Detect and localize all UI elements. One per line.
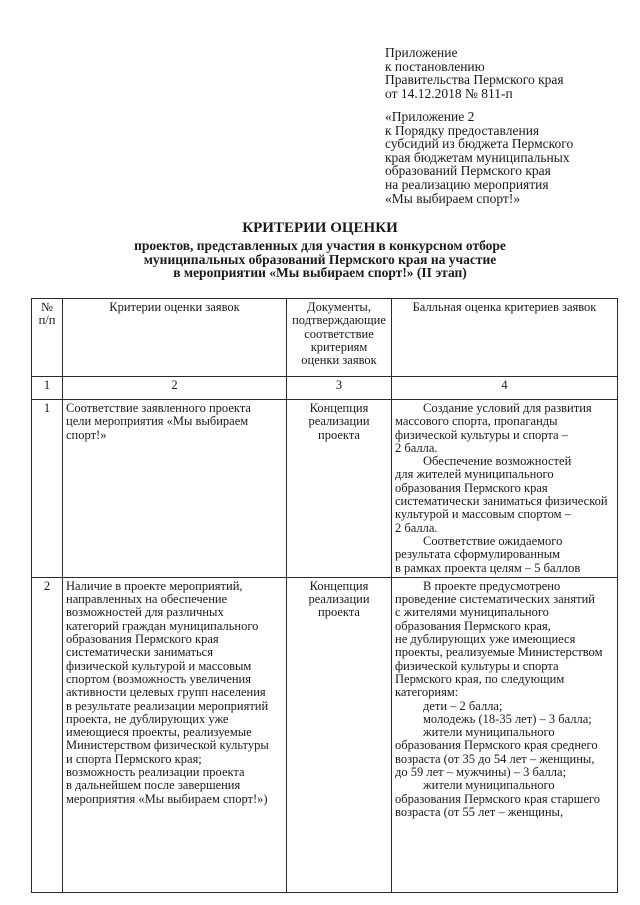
score-line: проекты, реализуемые Министерством [395,645,603,660]
documents-line: Концепция [309,578,369,593]
header-score: Балльная оценка критериев заявок [392,299,618,377]
appendix2-line: «Приложение 2 [385,109,475,124]
appendix-line: от 14.12.2018 № 811-п [385,85,513,101]
score-line: дети – 2 балла; [423,698,503,713]
score-line: 2 балла. [395,520,438,535]
appendix2-line: «Мы выбираем спорт!» [385,190,521,206]
documents-line: реализации [308,592,370,607]
score-line: проведение систематических занятий [395,592,595,607]
score-line: жители муниципального [423,725,555,740]
row-num: 1 [32,400,63,578]
index-cell: 2 [63,377,287,400]
row-documents [287,400,392,578]
row-criteria [63,400,287,578]
score-line: систематически заниматься физической [395,494,608,509]
score-line: образования Пермского края, [395,618,551,633]
criteria-line: и спорта Пермского края; [66,751,202,766]
score-line: возраста (от 55 лет – женщины, [395,804,564,819]
appendix2-line: на реализацию мероприятия [385,176,549,192]
row-documents [287,577,392,892]
score-line: Обеспечение возможностей [423,454,572,469]
header-criteria: Критерии оценки заявок [63,299,287,377]
appendix2-line: субсидий из бюджета Пермского [385,136,574,152]
appendix-header [385,46,625,100]
criteria-line: спортом (возможность увеличения [66,671,251,686]
documents-line: Концепция [309,401,369,415]
score-line: Создание условий для развития [423,401,592,415]
documents-line: проекта [318,427,360,442]
table-row [32,577,618,892]
score-line: образования Пермского края старшего [395,791,600,806]
score-line: до 59 лет – мужчины) – 3 балла; [395,765,567,780]
criteria-line: систематически заниматься [66,645,213,660]
row-score [392,577,618,892]
score-line: молодежь (18-35 лет) – 3 балла; [423,711,592,726]
table-header-row [32,299,618,377]
score-line: жители муниципального [423,778,555,793]
score-line: физической культуры и спорта [395,658,559,673]
score-line: 2 балла. [395,440,438,455]
index-cell: 3 [287,377,392,400]
appendix2-header [385,110,625,205]
score-line: категориям: [395,685,459,700]
table-index-row [32,377,618,400]
index-cell: 4 [392,377,618,400]
index-cell: 1 [32,377,63,400]
appendix2-line: к Порядку предоставления [385,122,540,138]
criteria-line: цели мероприятия «Мы выбираем [66,414,249,429]
row-num: 2 [32,577,63,892]
subtitle-line: проектов, представленных для участия в конкурсном отборе [134,238,506,253]
criteria-line: спорт!» [66,427,107,442]
documents-line: проекта [318,605,360,620]
score-line: образования Пермского края среднего [395,738,598,753]
row-criteria [63,577,287,892]
criteria-line: мероприятия «Мы выбираем спорт!») [66,791,268,806]
subtitle-line: муниципальных образований Пермского края на участие [143,251,497,267]
appendix2-line: края бюджетам муниципальных [385,149,570,165]
score-line: массового спорта, пропаганды [395,414,558,429]
score-line: в рамках проекта целям – 5 баллов [395,560,581,575]
document-subtitle [60,239,580,280]
criteria-line: образования Пермского края [66,632,219,647]
score-line: с жителями муниципального [395,605,549,620]
criteria-table [31,298,618,893]
criteria-line: возможность реализации проекта [66,765,245,780]
criteria-line: Министерством физической культуры [66,738,269,753]
score-line: Пермского края, по следующим [395,671,565,686]
score-line: Соответствие ожидаемого [423,533,563,548]
score-line: результата сформулированным [395,547,561,562]
documents-line: реализации [308,414,370,429]
criteria-line: категорий граждан муниципального [66,618,259,633]
criteria-line: в дальнейшем после завершения [66,778,241,793]
score-line: В проекте предусмотрено [423,578,561,593]
criteria-line: Соответствие заявленного проекта [66,401,251,415]
criteria-line: в результате реализации мероприятий [66,698,269,713]
score-line: образования Пермского края [395,480,548,495]
appendix-line: Правительства Пермского края [385,72,564,88]
appendix-line: к постановлению [385,58,485,74]
document-title: КРИТЕРИИ ОЦЕНКИ [242,220,398,236]
appendix-line: Приложение [385,45,458,60]
score-line: культурой и массовым спортом – [395,507,571,522]
criteria-line: Наличие в проекте мероприятий, [66,578,243,593]
criteria-line: активности целевых групп населения [66,685,266,700]
subtitle-line: в мероприятии «Мы выбираем спорт!» (II этап) [173,265,467,281]
score-line: возраста (от 35 до 54 лет – женщины, [395,751,595,766]
criteria-line: направленных на обеспечение [66,592,228,607]
table-row [32,400,618,578]
criteria-line: возможностей для различных [66,605,224,620]
criteria-line: проекта, не дублирующих уже [66,711,229,726]
row-score [392,400,618,578]
header-documents: Документы, подтверждающие соответствие критериям оценки заявок [287,299,392,377]
score-line: не дублирующих уже имеющиеся [395,632,576,647]
criteria-line: физической культурой и массовым [66,658,252,673]
criteria-line: имеющиеся проекты, реализуемые [66,725,252,740]
score-line: для жителей муниципального [395,467,554,482]
appendix2-line: образований Пермского края [385,163,551,179]
score-line: физической культуры и спорта – [395,427,568,442]
header-num: № п/п [32,299,63,377]
